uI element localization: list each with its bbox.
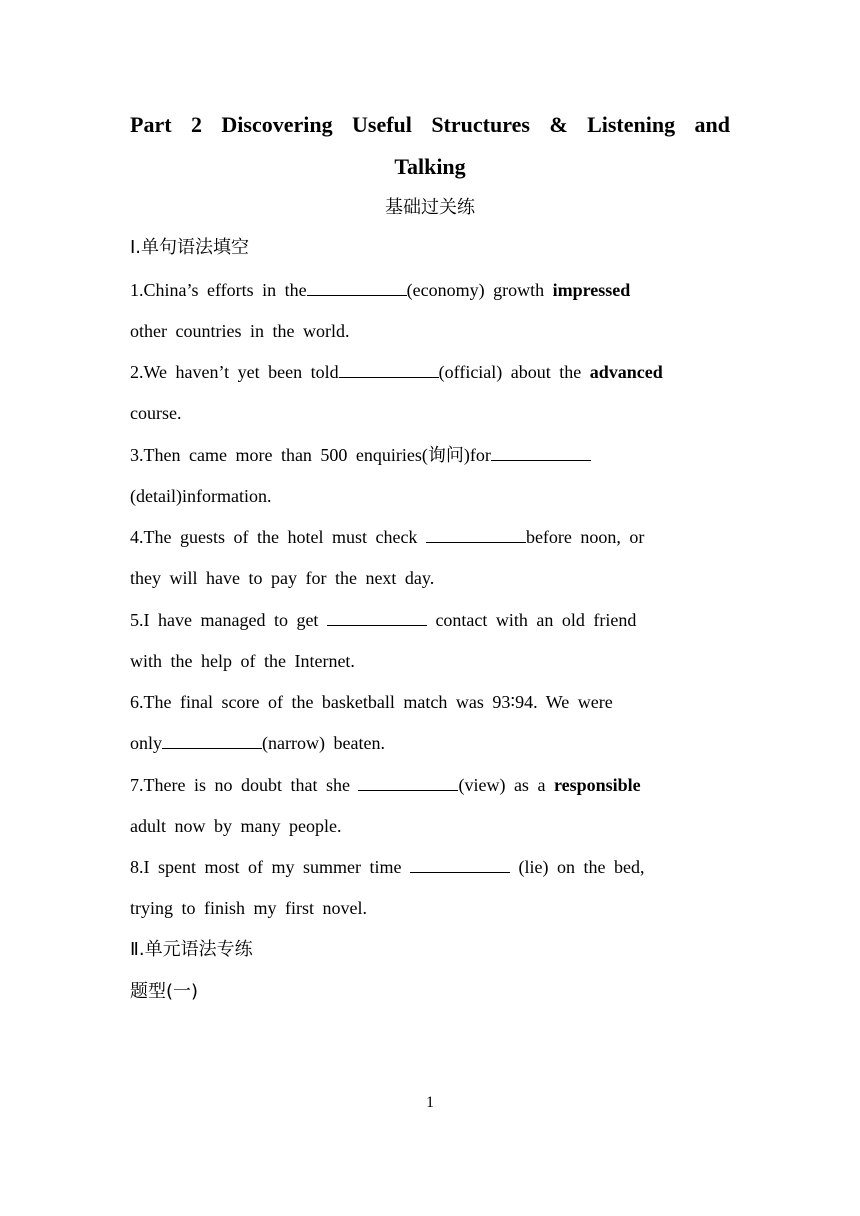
question-3: 3.Then came more than 500 enquiries(询问)for (detail)information. (130, 435, 724, 517)
answer-blank[interactable] (426, 526, 526, 543)
answer-blank[interactable] (358, 774, 458, 791)
section-heading-1: Ⅰ.单句语法填空 (130, 237, 250, 258)
question-7: 7.There is no doubt that she (view) as a responsible adult now by many people. (130, 775, 641, 836)
section-heading-3: 题型(一) (130, 981, 199, 1002)
question-6: 6.The final score of the basketball match was 93∶94. We were only (narrow) beaten. (130, 692, 613, 753)
page-number: 1 (426, 1094, 434, 1111)
question-1: 1.China’s efforts in the (economy) growth impressed other countries in the world. (130, 280, 631, 341)
answer-blank[interactable] (491, 444, 591, 461)
question-4: 4.The guests of the hotel must check before noon, or they will have to pay for the next day. (130, 527, 645, 588)
answer-blank[interactable] (162, 732, 262, 749)
question-5: 5.I have managed to get contact with an old friend with the help of the Internet. (130, 610, 637, 671)
answer-blank[interactable] (327, 609, 427, 626)
page-subtitle: 基础过关练 (385, 197, 475, 218)
answer-blank[interactable] (339, 361, 439, 378)
answer-blank[interactable] (410, 856, 510, 873)
question-2: 2.We haven’t yet been told (official) about the advanced course. (130, 362, 663, 423)
page-title: Part 2 Discovering Useful Structures & Listening and Talking (130, 112, 730, 179)
question-8: 8.I spent most of my summer time (lie) on the bed, trying to finish my first novel. (130, 857, 645, 918)
section-heading-2: Ⅱ.单元语法专练 (130, 939, 253, 960)
answer-blank[interactable] (307, 279, 407, 296)
